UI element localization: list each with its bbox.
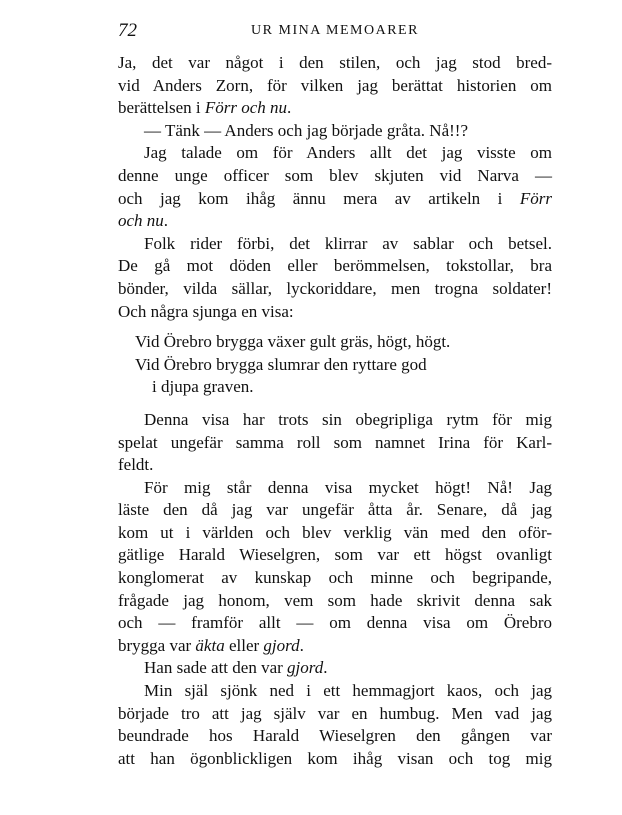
text-line: — Tänk — Anders och jag började gråta. Nå!!? [144,120,468,140]
text-line: började tro att jag själv var en humbug. Men vad jag [118,703,552,723]
text-span: . [163,211,169,231]
text-line: att han ögonblickligen kom ihåg visan och tog mig [118,748,552,768]
text-line: frågade jag honom, vem som hade skrivit denna sak [118,590,552,610]
text-span: berättelsen i [118,98,205,118]
running-title: UR MINA MEMOARER [251,23,419,38]
body-text [118,52,552,770]
text-line: Folk rider förbi, det klirrar av sablar och betsel. [144,233,552,253]
italic-word: gjord [263,635,300,655]
italic-title: Förr och nu [204,98,288,118]
verse-spacer [118,399,552,409]
paragraph-5 [118,409,552,477]
verse-spacer [118,323,552,331]
paragraph-8 [118,680,552,770]
text-line: Och några sjunga en visa: [118,301,294,321]
paragraph-6 [118,477,552,658]
verse-line: Vid Örebro brygga slumrar den ryttare god [135,354,427,374]
page-header [118,20,552,44]
text-line: De gå mot döden eller berömmelsen, tokstollar, bra [118,256,552,276]
text-line [118,210,552,233]
text-line [118,657,552,680]
paragraph-7 [118,657,552,680]
paragraph-1 [118,52,552,120]
paragraph-3 [118,142,552,232]
text-line: kom ut i världen och blev verklig vän med den oför- [118,522,552,542]
text-line: feldt. [118,455,154,475]
paragraph-2 [118,120,552,143]
text-span: . [299,635,304,655]
text-line: spelat ungefär samma roll som namnet Irina för Karl- [118,432,552,452]
text-span: . [287,98,292,118]
text-span: brygga var [118,635,196,655]
italic-word: äkta [195,635,225,655]
text-line: vid Anders Zorn, för vilken jag berättat historien om [118,75,552,95]
text-line: Jag talade om för Anders allt det jag visste om [144,143,552,163]
text-line: beundrade hos Harald Wieselgren den gången var [118,726,552,746]
verse-line: i djupa graven. [152,377,254,397]
text-line: Denna visa har trots sin obegripliga rytm för mig [144,409,552,429]
text-line: gätlige Harald Wieselgren, som var ett högst ovanligt [118,545,552,565]
text-line: denne unge officer som blev skjuten vid Narva — [118,165,552,185]
verse-block [118,331,552,399]
text-span: . [323,658,328,678]
text-line: För mig står denna visa mycket högt! Nå! Jag [144,477,552,497]
text-line: läste den då jag var ungefär åtta år. Senare, då jag [118,500,552,520]
verse-line: Vid Örebro brygga växer gult gräs, högt, högt. [135,332,451,352]
text-line [118,188,552,211]
text-line: konglomerat av kunskap och minne och begripande, [118,568,552,588]
text-line: Ja, det var något i den stilen, och jag stod bred- [118,53,552,72]
text-line [118,97,552,120]
italic-title: Förr [519,188,552,208]
paragraph-4 [118,233,552,323]
text-span: eller [224,635,264,655]
text-line: bönder, vilda sällar, lyckoriddare, men trogna soldater! [118,278,552,298]
text-line: Min själ sjönk ned i ett hemmagjort kaos, och jag [144,681,552,701]
text-span: och jag kom ihåg ännu mera av artikeln i [118,188,520,208]
italic-word: gjord [287,658,324,678]
page-number: 72 [118,20,137,41]
text-span: Han sade att den var [144,658,288,678]
text-line [118,635,552,658]
text-line: och — framför allt — om denna visa om Örebro [118,613,552,633]
italic-title: och nu [118,211,164,231]
